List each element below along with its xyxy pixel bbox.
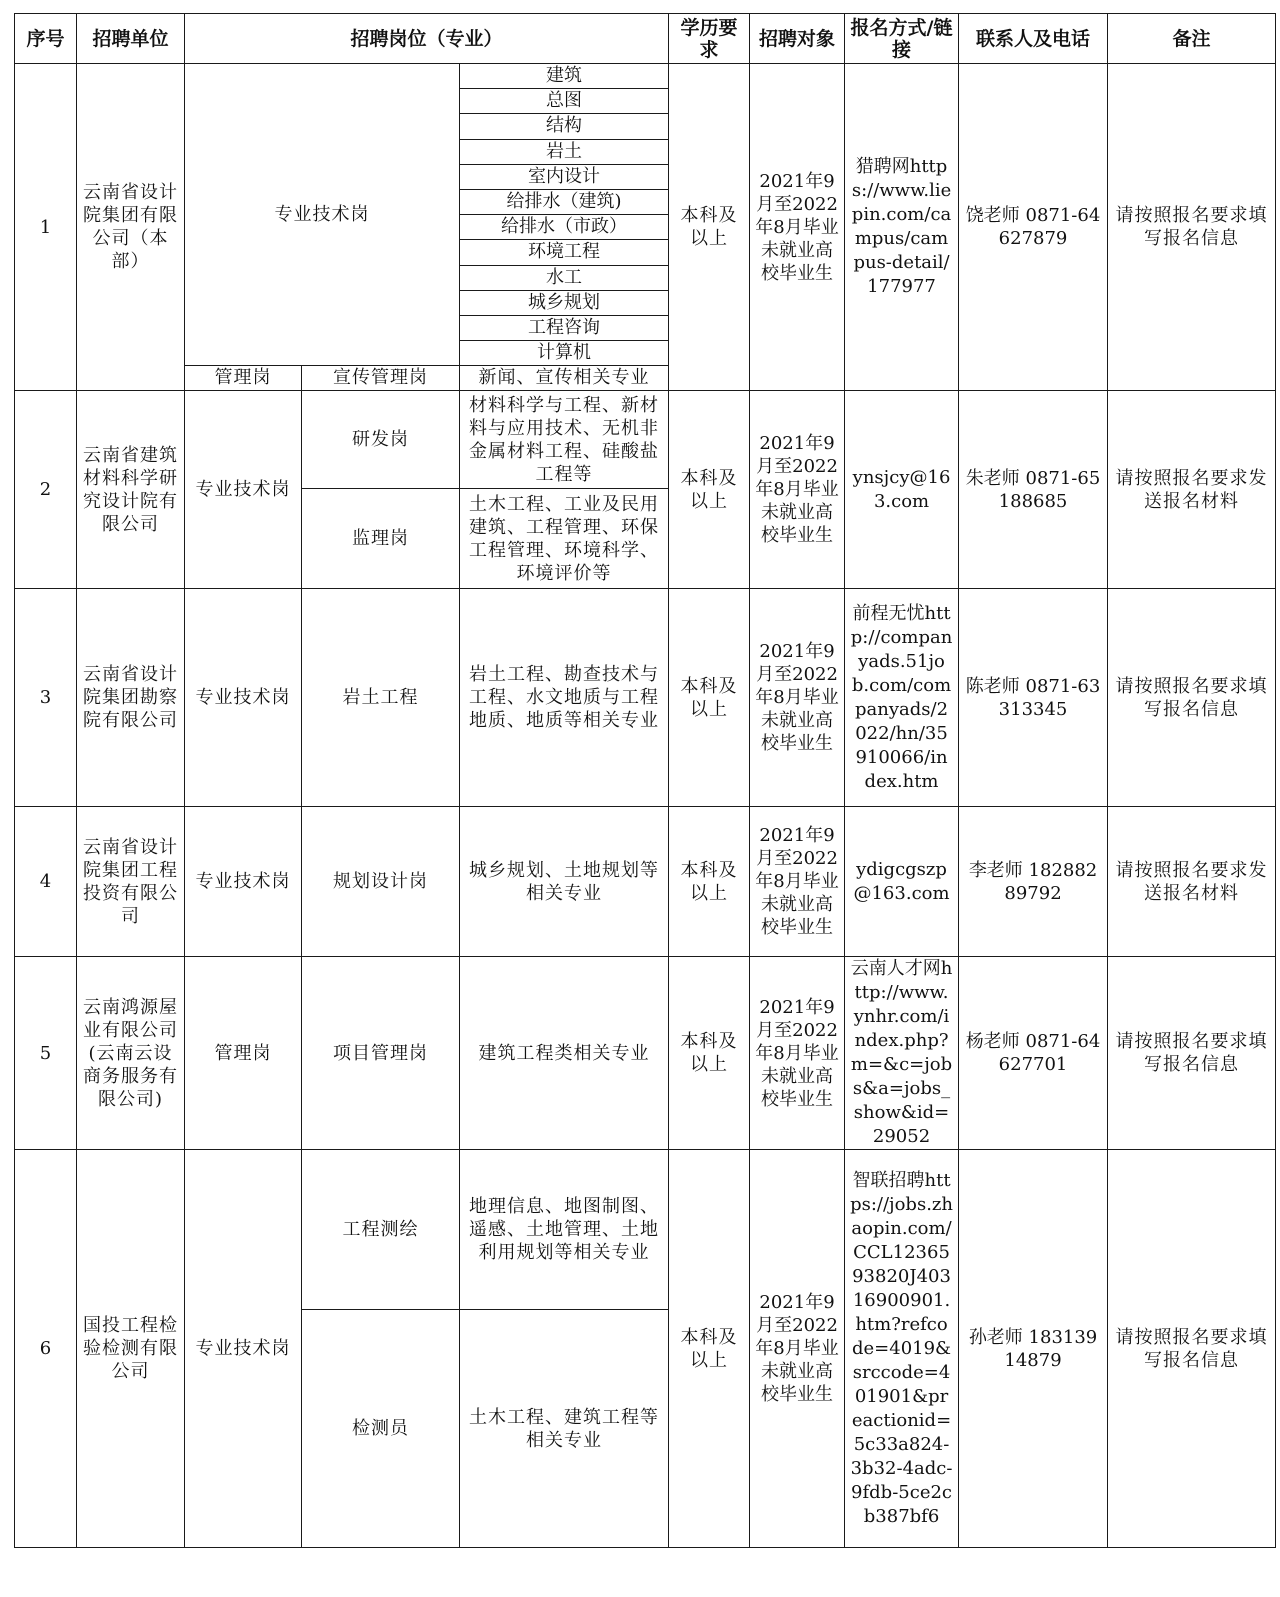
- education-requirement: 本科及以上: [669, 391, 750, 589]
- education-requirement: 本科及以上: [669, 64, 750, 391]
- post-category: 专业技术岗: [185, 391, 302, 589]
- specialty-cell: 城乡规划、土地规划等相关专业: [460, 807, 669, 957]
- row-number: 1: [15, 64, 77, 391]
- apply-link[interactable]: ydigcgszp@163.com: [845, 807, 959, 957]
- post-category: 专业技术岗: [185, 64, 460, 366]
- specialty-cell: 岩土工程、勘查技术与工程、水文地质与工程地质、地质等相关专业: [460, 589, 669, 807]
- contact-person: 陈老师 0871-63313345: [959, 589, 1108, 807]
- recruiting-unit: 国投工程检验检测有限公司: [77, 1150, 185, 1548]
- recruiting-unit: 云南省建筑材料科学研究设计院有限公司: [77, 391, 185, 589]
- recruitment-target: 2021年9月至2022年8月毕业未就业高校毕业生: [750, 807, 845, 957]
- header-no: 序号: [15, 14, 77, 64]
- remark: 请按照报名要求填写报名信息: [1108, 589, 1276, 807]
- specialty-cell: 岩土: [460, 139, 669, 164]
- education-requirement: 本科及以上: [669, 807, 750, 957]
- post-name: 研发岗: [302, 391, 460, 489]
- post-category: 专业技术岗: [185, 589, 302, 807]
- header-note: 备注: [1108, 14, 1276, 64]
- apply-link[interactable]: 云南人才网http://www.ynhr.com/index.php?m=&c=jobs&a=jobs_show&id=29052: [845, 957, 959, 1150]
- post-category: 管理岗: [185, 957, 302, 1150]
- post-name: 宣传管理岗: [302, 366, 460, 391]
- post-category: 专业技术岗: [185, 1150, 302, 1548]
- education-requirement: 本科及以上: [669, 957, 750, 1150]
- apply-link[interactable]: 前程无忧http://companyads.51job.com/companyads/2022/hn/35910066/index.htm: [845, 589, 959, 807]
- specialty-cell: 工程咨询: [460, 315, 669, 340]
- row-number: 3: [15, 589, 77, 807]
- apply-link[interactable]: ynsjcy@163.com: [845, 391, 959, 589]
- recruitment-table: [14, 13, 1276, 1548]
- recruitment-target: 2021年9月至2022年8月毕业未就业高校毕业生: [750, 1150, 845, 1548]
- specialty-cell: 总图: [460, 89, 669, 114]
- specialty-cell: 材料科学与工程、新材料与应用技术、无机非金属材料工程、硅酸盐工程等: [460, 391, 669, 489]
- post-name: 岩土工程: [302, 589, 460, 807]
- table-row: [15, 1150, 1276, 1310]
- specialty-cell: 给排水（市政）: [460, 215, 669, 240]
- recruiting-unit: 云南省设计院集团有限公司（本部）: [77, 64, 185, 391]
- row-number: 5: [15, 957, 77, 1150]
- recruiting-unit: 云南鸿源屋业有限公司(云南云设商务服务有限公司): [77, 957, 185, 1150]
- remark: 请按照报名要求填写报名信息: [1108, 64, 1276, 391]
- specialty-cell: 地理信息、地图制图、遥感、土地管理、土地利用规划等相关专业: [460, 1150, 669, 1310]
- recruitment-target: 2021年9月至2022年8月毕业未就业高校毕业生: [750, 957, 845, 1150]
- post-category: 管理岗: [185, 366, 302, 391]
- contact-person: 杨老师 0871-64627701: [959, 957, 1108, 1150]
- post-name: 规划设计岗: [302, 807, 460, 957]
- post-name: 项目管理岗: [302, 957, 460, 1150]
- specialty-cell: 建筑: [460, 64, 669, 89]
- education-requirement: 本科及以上: [669, 589, 750, 807]
- specialty-cell: 建筑工程类相关专业: [460, 957, 669, 1150]
- header-post: 招聘岗位（专业）: [185, 14, 669, 64]
- header-unit: 招聘单位: [77, 14, 185, 64]
- row-number: 2: [15, 391, 77, 589]
- post-category: 专业技术岗: [185, 807, 302, 957]
- header-apply: 报名方式/链接: [845, 14, 959, 64]
- education-requirement: 本科及以上: [669, 1150, 750, 1548]
- contact-person: 饶老师 0871-64627879: [959, 64, 1108, 391]
- remark: 请按照报名要求发送报名材料: [1108, 807, 1276, 957]
- specialty-cell: 环境工程: [460, 240, 669, 265]
- post-name: 工程测绘: [302, 1150, 460, 1310]
- header-target: 招聘对象: [750, 14, 845, 64]
- contact-person: 朱老师 0871-65188685: [959, 391, 1108, 589]
- post-name: 检测员: [302, 1310, 460, 1548]
- recruitment-target: 2021年9月至2022年8月毕业未就业高校毕业生: [750, 391, 845, 589]
- remark: 请按照报名要求填写报名信息: [1108, 957, 1276, 1150]
- specialty-cell: 计算机: [460, 341, 669, 366]
- table-row: [15, 64, 1276, 89]
- header-row: [15, 14, 1276, 64]
- table-row: [15, 957, 1276, 1150]
- contact-person: 孙老师 18313914879: [959, 1150, 1108, 1548]
- specialty-cell: 土木工程、工业及民用建筑、工程管理、环保工程管理、环境科学、环境评价等: [460, 489, 669, 589]
- row-number: 4: [15, 807, 77, 957]
- apply-link[interactable]: 猎聘网https://www.liepin.com/campus/campus-detail/177977: [845, 64, 959, 391]
- specialty-cell: 城乡规划: [460, 290, 669, 315]
- table-row: [15, 589, 1276, 807]
- specialty-cell: 新闻、宣传相关专业: [460, 366, 669, 391]
- specialty-cell: 给排水（建筑): [460, 189, 669, 214]
- recruiting-unit: 云南省设计院集团勘察院有限公司: [77, 589, 185, 807]
- header-contact: 联系人及电话: [959, 14, 1108, 64]
- specialty-cell: 土木工程、建筑工程等相关专业: [460, 1310, 669, 1548]
- specialty-cell: 室内设计: [460, 164, 669, 189]
- recruitment-target: 2021年9月至2022年8月毕业未就业高校毕业生: [750, 64, 845, 391]
- contact-person: 李老师 18288289792: [959, 807, 1108, 957]
- recruitment-target: 2021年9月至2022年8月毕业未就业高校毕业生: [750, 589, 845, 807]
- table-row: [15, 807, 1276, 957]
- remark: 请按照报名要求发送报名材料: [1108, 391, 1276, 589]
- apply-link[interactable]: 智联招聘https://jobs.zhaopin.com/CCL1236593820J40316900901.htm?refcode=4019&srccode=401901&preactionid=5c33a824-3b32-4adc-9fdb-5ce2cb387bf6: [845, 1150, 959, 1548]
- specialty-cell: 水工: [460, 265, 669, 290]
- recruiting-unit: 云南省设计院集团工程投资有限公司: [77, 807, 185, 957]
- row-number: 6: [15, 1150, 77, 1548]
- remark: 请按照报名要求填写报名信息: [1108, 1150, 1276, 1548]
- header-education: 学历要求: [669, 14, 750, 64]
- table-row: [15, 391, 1276, 489]
- specialty-cell: 结构: [460, 114, 669, 139]
- post-name: 监理岗: [302, 489, 460, 589]
